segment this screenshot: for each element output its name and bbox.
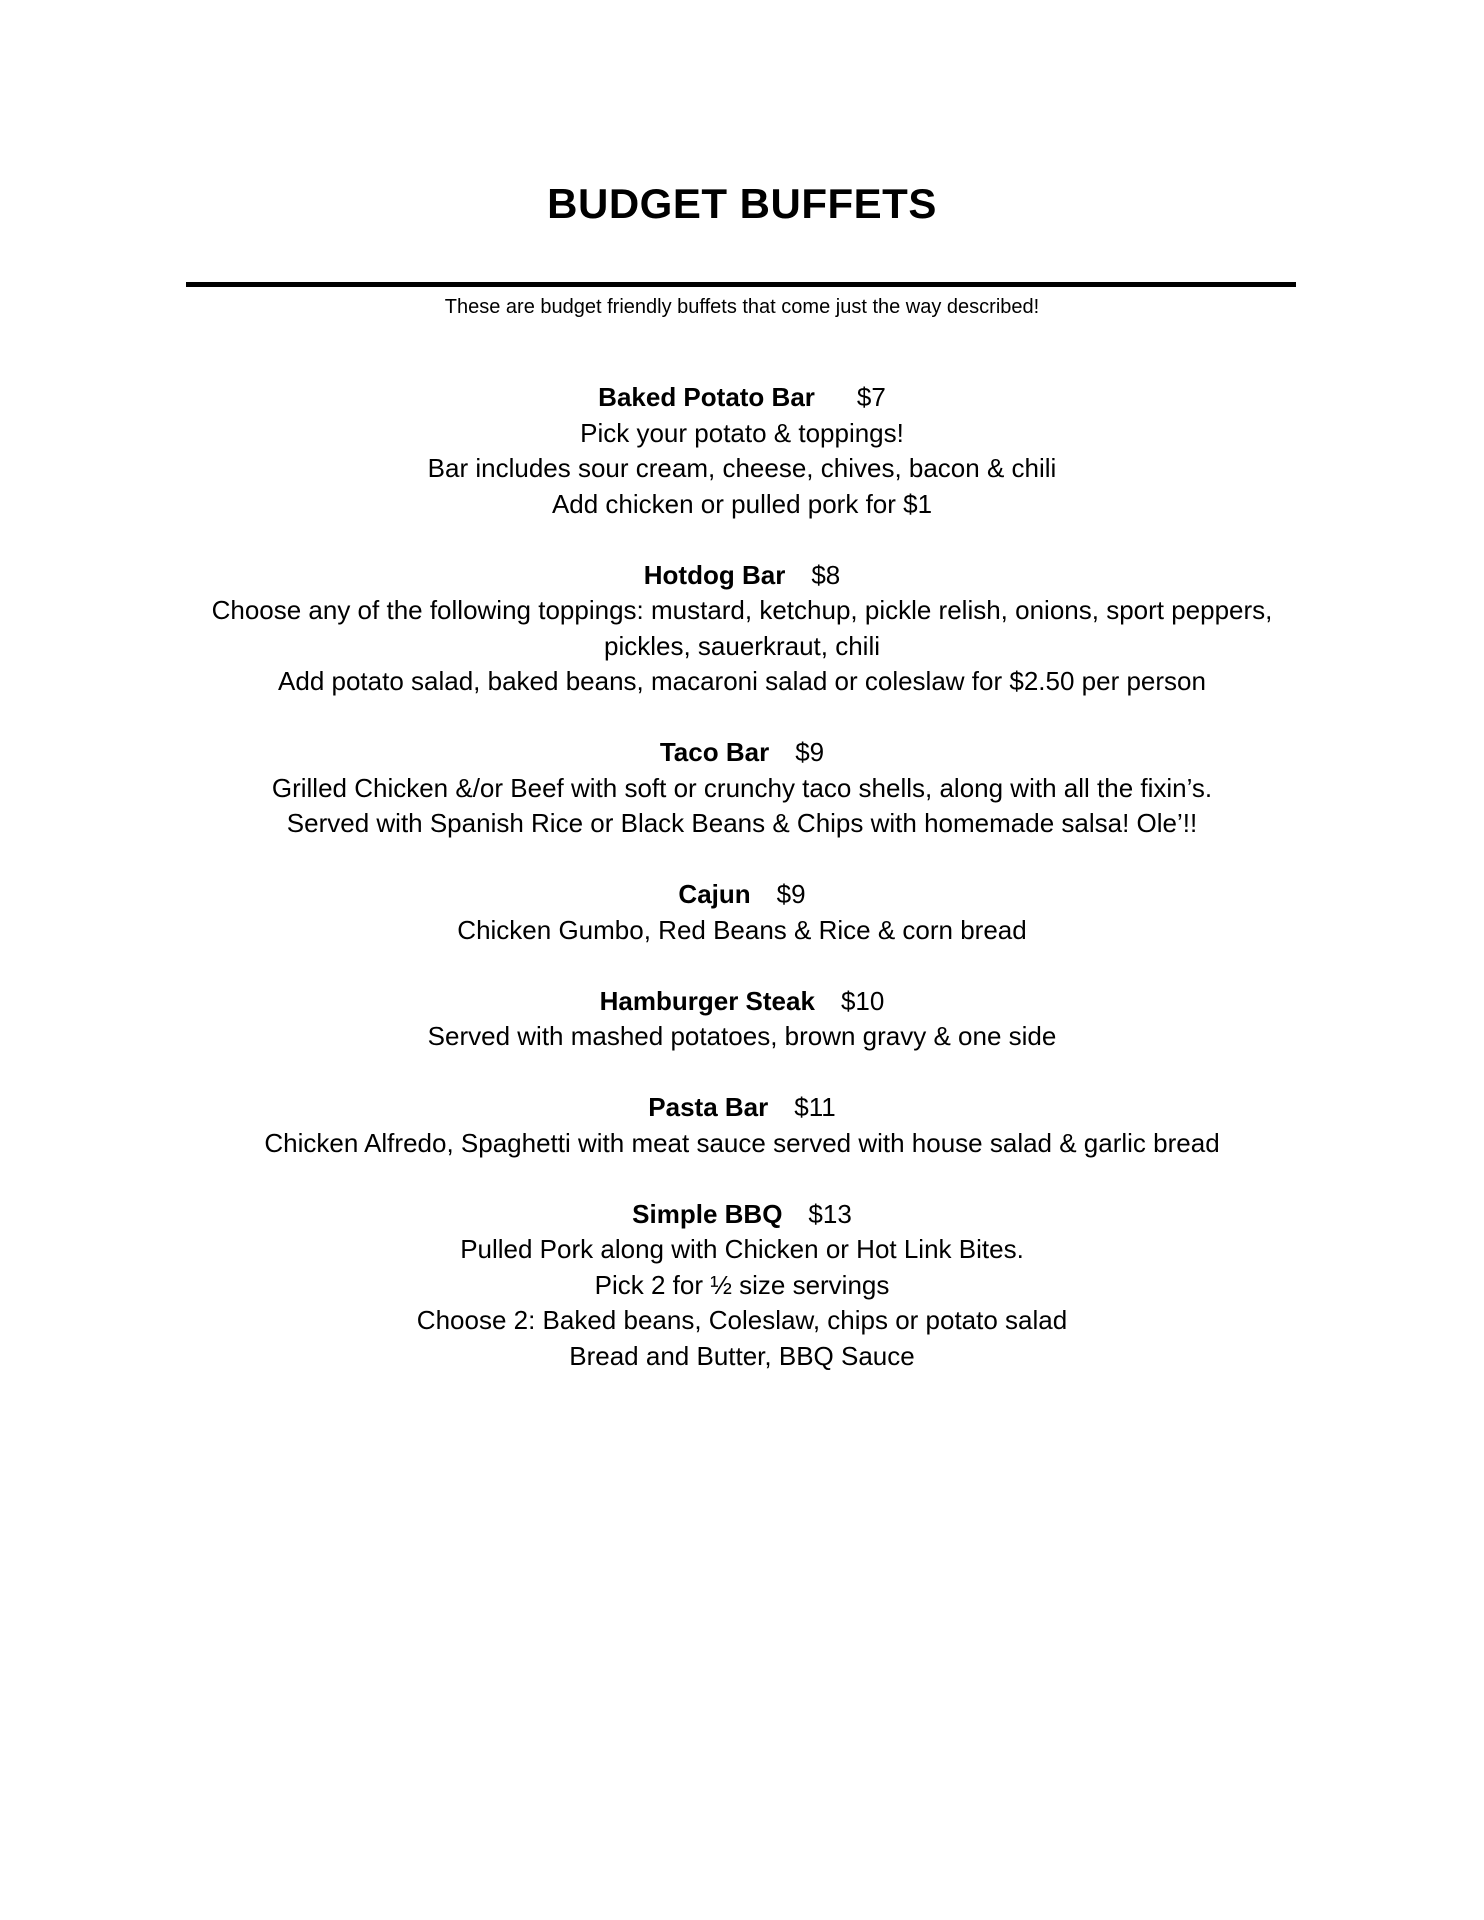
item-price: $7 <box>856 382 886 412</box>
item-description: Pick 2 for ½ size servings <box>594 1269 890 1300</box>
item-description: Chicken Gumbo, Red Beans & Rice & corn bread <box>457 914 1027 945</box>
item-description: Bread and Butter, BBQ Sauce <box>569 1340 915 1371</box>
item-name: Baked Potato Bar <box>598 382 815 412</box>
page-subtitle: These are budget friendly buffets that come just the way described! <box>444 296 1040 318</box>
item-description: pickles, sauerkraut, chili <box>604 630 880 661</box>
item-price: $9 <box>776 879 806 909</box>
item-description: Add chicken or pulled pork for $1 <box>551 488 933 519</box>
item-description: Choose 2: Baked beans, Coleslaw, chips or potato salad <box>416 1305 1068 1335</box>
item-heading <box>150 984 1334 1020</box>
item-description: Served with mashed potatoes, brown gravy & one side <box>427 1021 1057 1051</box>
item-description: Grilled Chicken &/or Beef with soft or crunchy taco shells, along with all the fixin’s. <box>271 772 1213 803</box>
item-description: Bar includes sour cream, cheese, chives, bacon & chili <box>427 453 1057 483</box>
item-description: Served with Spanish Rice or Black Beans & Chips with homemade salsa! Ole’!! <box>286 808 1198 838</box>
item-heading <box>150 558 1334 594</box>
item-description: Choose any of the following toppings: mustard, ketchup, pickle relish, onions, sport peppers, <box>211 595 1273 625</box>
item-heading <box>150 1090 1334 1126</box>
item-description: Pick your potato & toppings! <box>580 417 904 448</box>
item-description: Add potato salad, baked beans, macaroni salad or coleslaw for $2.50 per person <box>278 666 1206 696</box>
item-heading <box>150 1197 1334 1233</box>
title-divider <box>186 282 1296 287</box>
item-heading <box>150 380 1334 416</box>
item-price: $10 <box>840 985 885 1016</box>
page-title: BUDGET BUFFETS <box>547 180 937 227</box>
item-price: $8 <box>811 559 841 590</box>
menu-item-cajun <box>150 877 1334 948</box>
buffet-menu <box>150 380 1334 1410</box>
menu-item-baked-potato-bar <box>150 380 1334 522</box>
item-description: Pulled Pork along with Chicken or Hot Link Bites. <box>460 1234 1024 1264</box>
menu-item-hotdog-bar <box>150 558 1334 700</box>
item-heading <box>150 877 1334 913</box>
item-name: Taco Bar <box>659 737 770 767</box>
menu-item-pasta-bar <box>150 1090 1334 1161</box>
item-name: Hotdog Bar <box>643 559 786 590</box>
item-price: $13 <box>808 1198 852 1229</box>
item-name: Hamburger Steak <box>599 985 815 1016</box>
menu-item-taco-bar <box>150 735 1334 842</box>
item-name: Simple BBQ <box>632 1198 783 1229</box>
item-name: Cajun <box>678 879 751 909</box>
item-price: $9 <box>795 737 825 767</box>
item-name: Pasta Bar <box>648 1092 769 1122</box>
menu-item-simple-bbq <box>150 1197 1334 1375</box>
item-price: $11 <box>794 1092 836 1122</box>
item-heading <box>150 735 1334 771</box>
item-description: Chicken Alfredo, Spaghetti with meat sauce served with house salad & garlic bread <box>264 1127 1220 1158</box>
menu-item-hamburger-steak <box>150 984 1334 1055</box>
